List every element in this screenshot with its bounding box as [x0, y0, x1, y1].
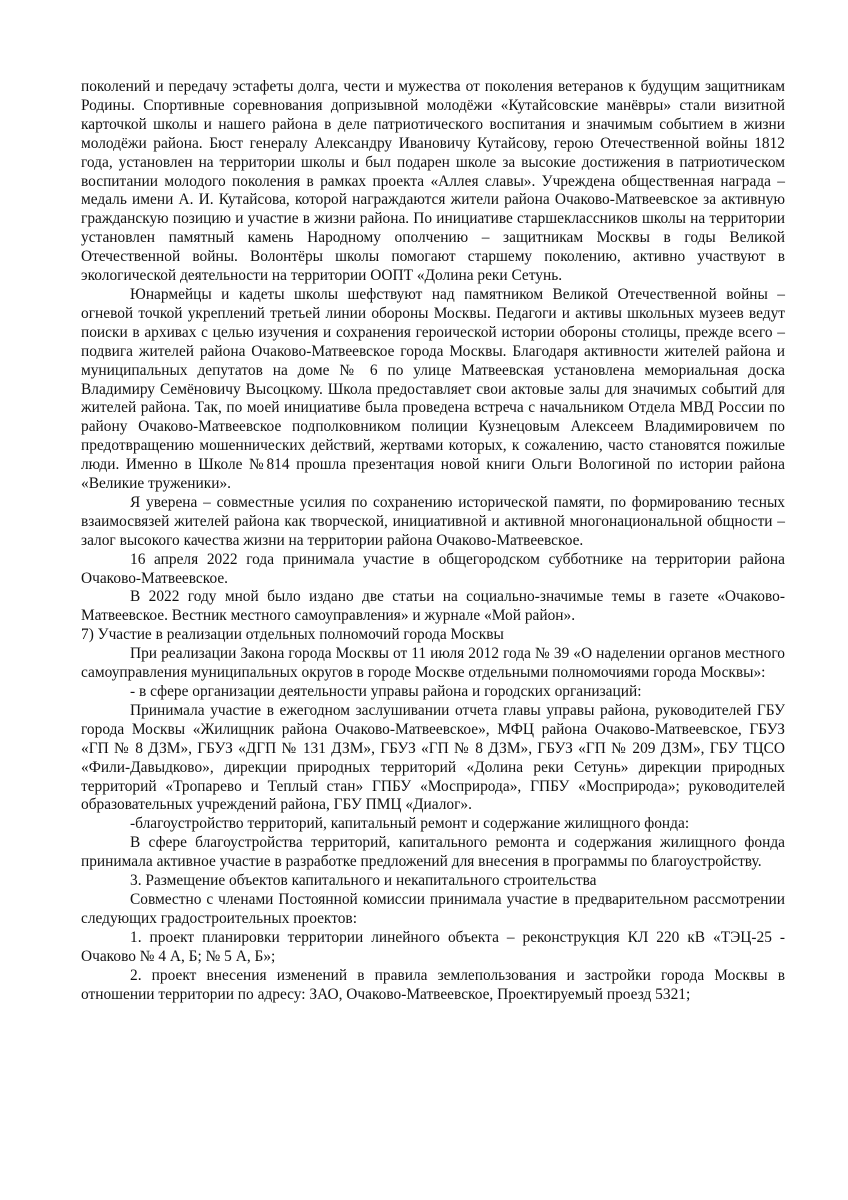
paragraph-1: поколений и передачу эстафеты долга, чести и мужества от поколения ветеранов к будущим защитникам Родины. Спортивные соревнования допризывной молодёжи «Кутайсовские манёвры» стали визитной карточкой школы и нашего района в деле патриотического воспитания и значимым событием в жизни молодёжи района. Бюст генералу Александру Ивановичу Кутайсову, герою Отечественной войны 1812 года, установлен на территории школы и был подарен школе за высокие достижения в патриотическом воспитании молодого поколения в рамках проекта «Аллея славы». Учреждена общественная награда – медаль имени А. И. Кутайсова, которой награждаются жители района Очаково-Матвеевское за активную гражданскую позицию и участие в жизни района. По инициативе старшеклассников школы на территории установлен памятный камень Народному ополчению – защитникам Москвы в годы Великой Отечественной войны. Волонтёры школы помогают старшему поколению, активно участвуют в экологической деятельности на территории ООПТ «Долина реки Сетунь. [81, 78, 785, 285]
paragraph-4: 16 апреля 2022 года принимала участие в общегородском субботнике на территории района Очаково-Матвеевское. [81, 550, 785, 587]
section-heading-3: 3. Размещение объектов капитального и некапитального строительства [130, 872, 597, 890]
paragraph-13: Совместно с членами Постоянной комиссии принимала участие в предварительном рассмотрении следующих градостроительных проектов: [81, 890, 785, 927]
list-item-1: 1. проект планировки территории линейного объекта – реконструкция КЛ 220 кВ «ТЭЦ-25 - Очаково № 4 А, Б; № 5 А, Б»; [81, 928, 785, 965]
paragraph-8: - в сфере организации деятельности управы района и городских организаций: [130, 683, 642, 700]
paragraph-10: -благоустройство территорий, капитальный ремонт и содержание жилищного фонда: [130, 815, 690, 833]
paragraph-2: Юнармейцы и кадеты школы шефствуют над памятником Великой Отечественной войны – огневой точкой укреплений третьей линии обороны Москвы. Педагоги и активы школьных музеев ведут поиски в архивах с целью изучения и сохранения героической истории обороны столицы, прежде всего – подвига жителей района Очаково-Матвеевское города Москвы. Благодаря активности жителей района и муниципальных депутатов на доме № 6 по улице Матвеевская установлена мемориальная доска Владимиру Семёновичу Высоцкому. Школа предоставляет свои актовые залы для значимых событий для жителей района. Так, по моей инициативе была проведена встреча с начальником Отдела МВД России по району Очаково-Матвеевское подполковником полиции Кузнецовым Алексеем Владимировичем по предотвращению мошеннических действий, жертвами которых, к сожалению, часто становятся пожилые люди. Именно в Школе №814 прошла презентация новой книги Ольги Вологиной по истории района «Великие труженики». [81, 285, 785, 493]
document-page [81, 78, 785, 1004]
section-heading-7: 7) Участие в реализации отдельных полномочий города Москвы [81, 626, 504, 644]
paragraph-11: В сфере благоустройства территорий, капитального ремонта и содержания жилищного фонда принимала активное участие в разработке предложений для внесения в программы по благоустройству. [81, 834, 785, 871]
paragraph-5: В 2022 году мной было издано две статьи на социально-значимые темы в газете «Очаково-Матвеевское. Вестник местного самоуправления» и журнале «Мой район». [81, 588, 785, 625]
list-item-2: 2. проект внесения изменений в правила землепользования и застройки города Москвы в отношении территории по адресу: ЗАО, Очаково-Матвеевское, Проектируемый проезд 5321; [81, 966, 785, 1003]
paragraph-3: Я уверена – совместные усилия по сохранению исторической памяти, по формированию тесных взаимосвязей жителей района как творческой, инициативной и активной многонациональной общности – залог высокого качества жизни на территории района Очаково-Матвеевское. [81, 493, 785, 549]
paragraph-7: При реализации Закона города Москвы от 11 июля 2012 года № 39 «О наделении органов местного самоуправления муниципальных округов в городе Москве отдельными полномочиями города Москвы»: [81, 645, 785, 682]
paragraph-9: Принимала участие в ежегодном заслушивании отчета главы управы района, руководителей ГБУ города Москвы «Жилищник района Очаково-Матвеевское», МФЦ района Очаково-Матвеевское, ГБУЗ «ГП № 8 ДЗМ», ГБУЗ «ДГП № 131 ДЗМ», ГБУЗ «ГП № 8 ДЗМ», ГБУЗ «ГП № 209 ДЗМ», ГБУ ТЦСО «Фили-Давыдково», дирекции природных территорий «Долина реки Сетунь» дирекции природных территорий «Тропарево и Теплый стан» ГПБУ «Мосприрода», ГПБУ «Мосприрода»; руководителей образовательных учреждений района, ГБУ ПМЦ «Диалог». [81, 701, 785, 814]
